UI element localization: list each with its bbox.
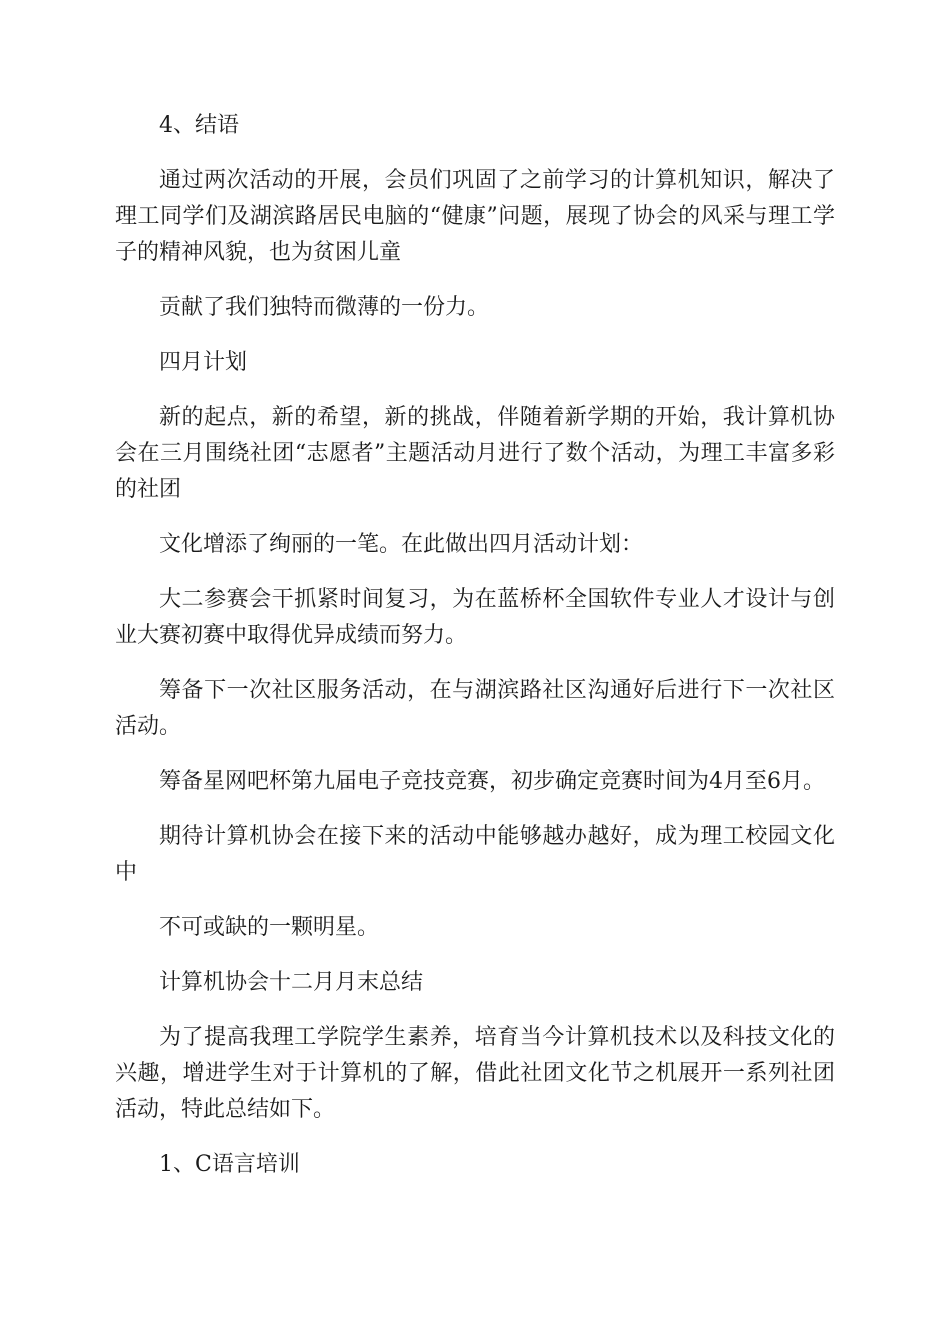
paragraph: 不可或缺的一颗明星。: [159, 915, 380, 940]
section-heading-c-training: 1、C语言培训: [159, 1152, 300, 1177]
section-heading-april-plan: 四月计划: [159, 350, 248, 375]
paragraph: 文化增添了绚丽的一笔。在此做出四月活动计划：: [159, 532, 644, 557]
paragraph: 期待计算机协会在接下来的活动中能够越办越好，成为理工校园文化中: [115, 824, 835, 885]
paragraph: 为了提高我理工学院学生素养，培育当今计算机技术以及科技文化的兴趣，增进学生对于计算机的了解，借此社团文化节之机展开一系列社团活动，特此总结如下。: [115, 1025, 835, 1122]
paragraph: 大二参赛会干抓紧时间复习，为在蓝桥杯全国软件专业人才设计与创业大赛初赛中取得优异成绩而努力。: [115, 587, 835, 648]
paragraph: 筹备星网吧杯第九届电子竞技竞赛，初步确定竞赛时间为4月至6月。: [159, 769, 825, 794]
paragraph: 筹备下一次社区服务活动，在与湖滨路社区沟通好后进行下一次社区活动。: [115, 678, 835, 739]
paragraph: 通过两次活动的开展，会员们巩固了之前学习的计算机知识，解决了理工同学们及湖滨路居民电脑的“健康”问题，展现了协会的风采与理工学子的精神风貌，也为贫困儿童: [115, 168, 835, 265]
section-heading-december-summary: 计算机协会十二月月末总结: [159, 970, 424, 995]
section-heading-conclusion: 4、结语: [159, 113, 239, 138]
paragraph: 贡献了我们独特而微薄的一份力。: [159, 295, 490, 320]
document-body: [115, 108, 835, 1202]
paragraph: 新的起点，新的希望，新的挑战，伴随着新学期的开始，我计算机协会在三月围绕社团“志愿者”主题活动月进行了数个活动，为理工丰富多彩的社团: [115, 405, 835, 502]
